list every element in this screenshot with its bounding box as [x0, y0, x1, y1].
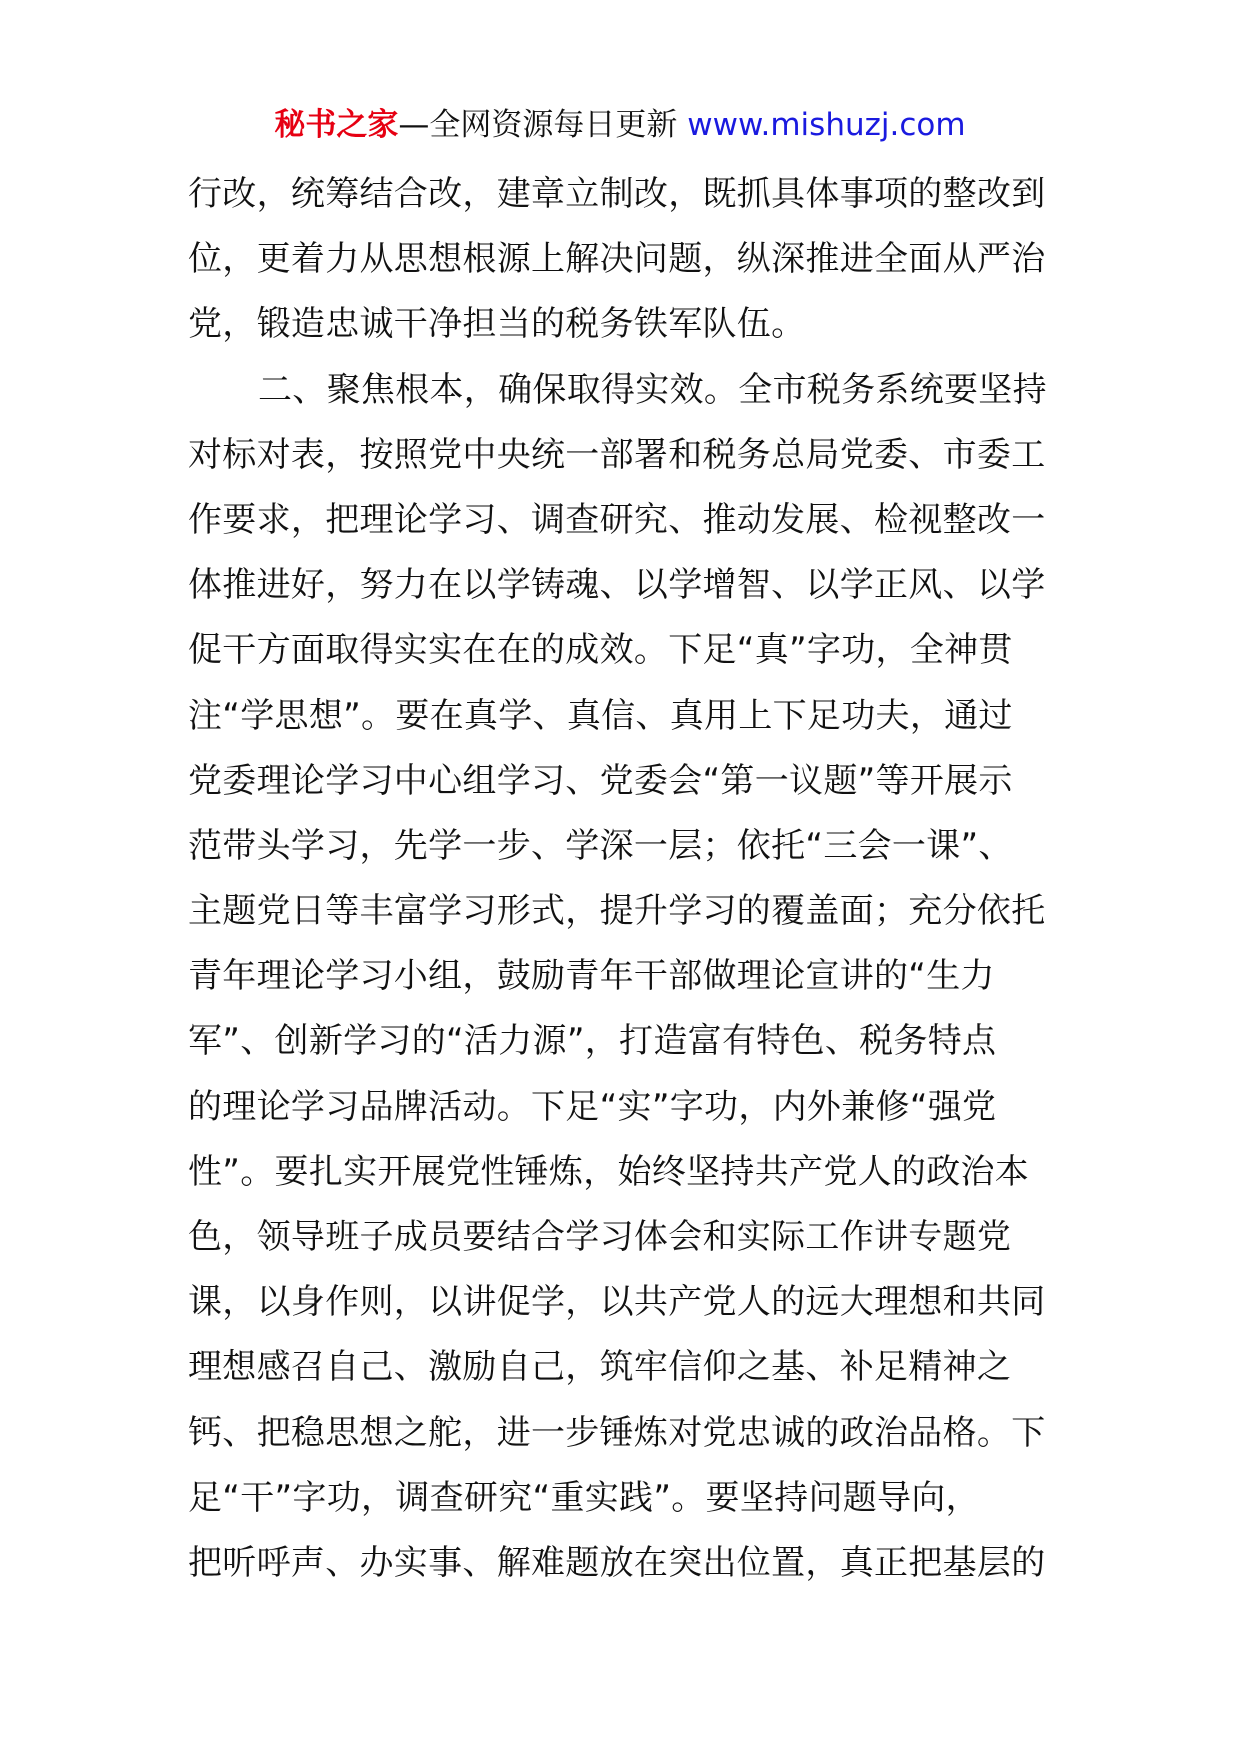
text-line: 色，领导班子成员要结合学习体会和实际工作讲专题党 [188, 1217, 1012, 1257]
paragraph-start-line: 二、聚焦根本，确保取得实效。全市税务系统要坚持 [258, 369, 1047, 410]
site-url-link[interactable]: www.mishuzj.com [687, 107, 966, 143]
text-line: 主题党日等丰富学习形式，提升学习的覆盖面；充分依托 [188, 891, 1046, 932]
text-line: 作要求，把理论学习、调查研究、推动发展、检视整改一 [188, 499, 1046, 540]
text-line: 课，以身作则，以讲促学，以共产党人的远大理想和共同 [188, 1282, 1046, 1323]
text-line: 的理论学习品牌活动。下足“实”字功，内外兼修“强党 [188, 1086, 997, 1127]
text-line: 促干方面取得实实在在的成效。下足“真”字功，全神贯 [188, 630, 1013, 671]
text-line: 钙、把稳思想之舵，进一步锤炼对党忠诚的政治品格。下 [188, 1412, 1046, 1453]
text-line: 青年理论学习小组，鼓励青年干部做理论宣讲的“生力 [188, 956, 995, 997]
site-header [0, 100, 1240, 150]
text-line: 性”。要扎实开展党性锤炼，始终坚持共产党人的政治本 [188, 1151, 1030, 1192]
document-body [188, 162, 1058, 1596]
text-line: 注“学思想”。要在真学、真信、真用上下足功夫，通过 [188, 695, 1013, 736]
text-line: 对标对表，按照党中央统一部署和税务总局党委、市委工 [188, 434, 1046, 475]
text-line: 党委理论学习中心组学习、党委会“第一议题”等开展示 [188, 760, 1013, 801]
text-line: 军”、创新学习的“活力源”，打造富有特色、税务特点 [188, 1021, 997, 1062]
text-line: 行改，统筹结合改，建章立制改，既抓具体事项的整改到 [188, 174, 1046, 214]
site-tagline: —全网资源每日更新 [398, 107, 688, 143]
text-line: 党，锻造忠诚干净担当的税务铁军队伍。 [188, 304, 806, 345]
text-line: 把听呼声、办实事、解难题放在突出位置，真正把基层的 [188, 1542, 1046, 1583]
text-line: 范带头学习，先学一步、学深一层；依托“三会一课”、 [188, 825, 1013, 866]
text-line: 理想感召自己、激励自己，筑牢信仰之基、补足精神之 [188, 1347, 1012, 1388]
text-line: 足“干”字功，调查研究“重实践”。要坚持问题导向， [188, 1477, 980, 1518]
text-line: 位，更着力从思想根源上解决问题，纵深推进全面从严治 [188, 239, 1046, 280]
text-line: 体推进好，努力在以学铸魂、以学增智、以学正风、以学 [188, 565, 1046, 606]
site-brand: 秘书之家 [274, 107, 399, 143]
